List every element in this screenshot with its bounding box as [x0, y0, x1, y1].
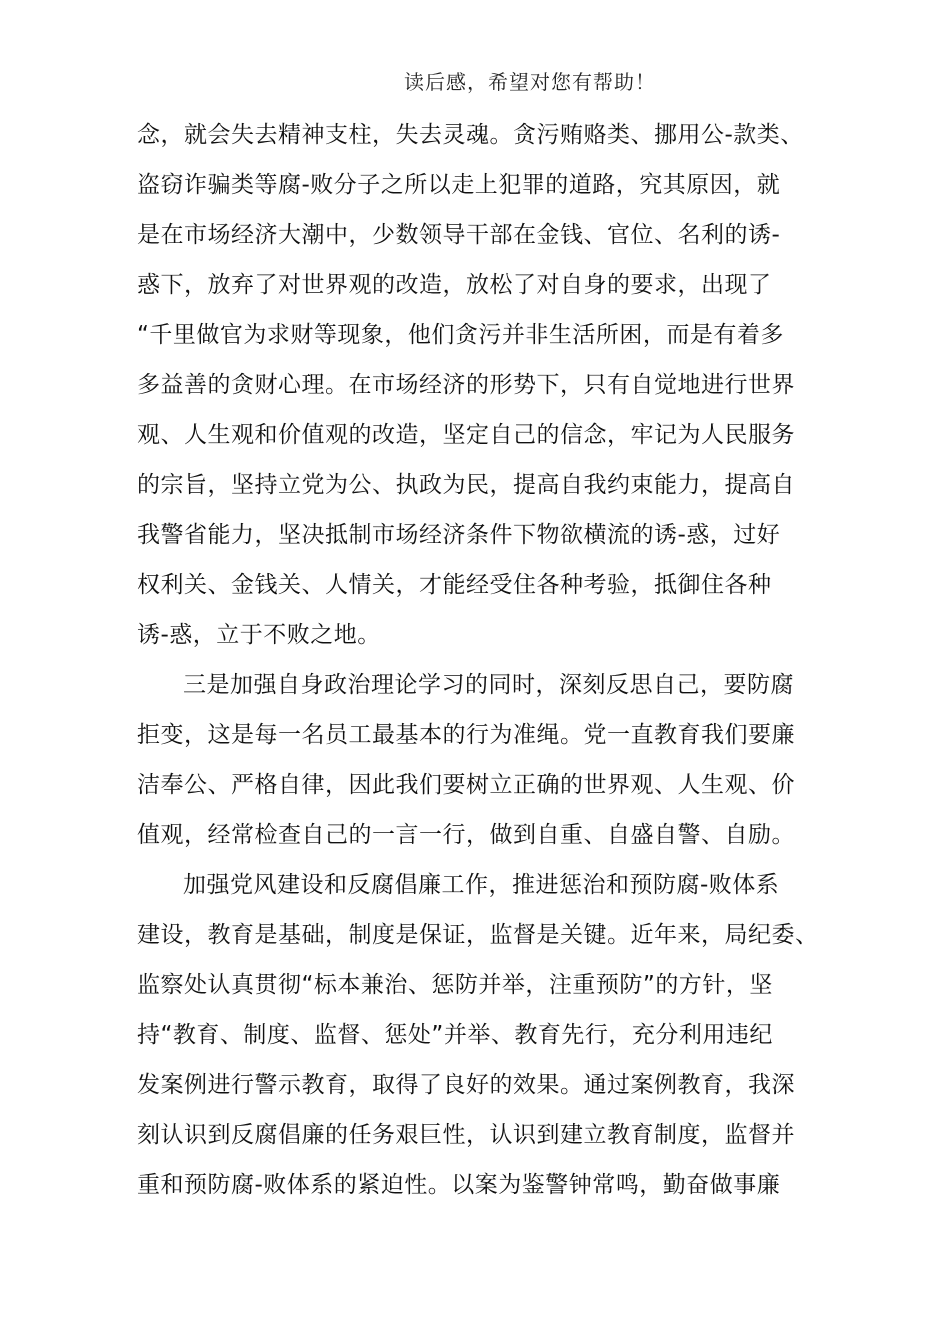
text-line: 建设，教育是基础，制度是保证，监督是关键。近年来，局纪委、: [137, 922, 819, 948]
text-line: 重和预防腐-败体系的紧迫性。以案为鉴警钟常鸣，勤奋做事廉: [137, 1172, 781, 1198]
text-line: 是在市场经济大潮中，少数领导干部在金钱、官位、名利的诱-: [137, 222, 781, 248]
text-line: 我警省能力，坚决抵制市场经济条件下物欲横流的诱-惑，过好: [137, 522, 781, 548]
text-line: 的宗旨，坚持立党为公、执政为民，提高自我约束能力，提高自: [137, 472, 795, 498]
paragraph-start-line: 加强党风建设和反腐倡廉工作，推进惩治和预防腐-败体系: [183, 872, 780, 898]
text-line: 发案例进行警示教育，取得了良好的效果。通过案例教育，我深: [137, 1072, 795, 1098]
text-line: 值观，经常检查自己的一言一行，做到自重、自盛自警、自励。: [137, 822, 795, 848]
text-line: 诱-惑，立于不败之地。: [137, 622, 381, 648]
paragraph-start-line: 三是加强自身政治理论学习的同时，深刻反思自己，要防腐: [183, 672, 794, 698]
text-line: 持“教育、制度、监督、惩处”并举、教育先行，充分利用违纪: [137, 1022, 773, 1048]
text-line: 洁奉公、严格自律，因此我们要树立正确的世界观、人生观、价: [137, 772, 795, 798]
text-line: 念，就会失去精神支柱，失去灵魂。贪污贿赂类、挪用公-款类、: [137, 122, 804, 148]
body-text: [137, 110, 837, 1210]
text-line: 观、人生观和价值观的改造，坚定自己的信念，牢记为人民服务: [137, 422, 795, 448]
text-line: 权利关、金钱关、人情关，才能经受住各种考验，抵御住各种: [137, 572, 772, 598]
text-line: “千里做官为求财等现象，他们贪污并非生活所困，而是有着多: [137, 322, 784, 348]
text-line: 刻认识到反腐倡廉的任务艰巨性，认识到建立教育制度，监督并: [137, 1122, 795, 1148]
page-header: 读后感，希望对您有帮助！: [404, 70, 656, 94]
text-line: 盗窃诈骗类等腐-败分子之所以走上犯罪的道路，究其原因，就: [137, 172, 781, 198]
text-line: 监察处认真贯彻“标本兼治、惩防并举，注重预防”的方针，坚: [137, 972, 773, 998]
text-line: 惑下，放弃了对世界观的改造，放松了对自身的要求，出现了: [137, 272, 772, 298]
text-line: 多益善的贪财心理。在市场经济的形势下，只有自觉地进行世界: [137, 372, 795, 398]
text-line: 拒变，这是每一名员工最基本的行为准绳。党一直教育我们要廉: [137, 722, 795, 748]
